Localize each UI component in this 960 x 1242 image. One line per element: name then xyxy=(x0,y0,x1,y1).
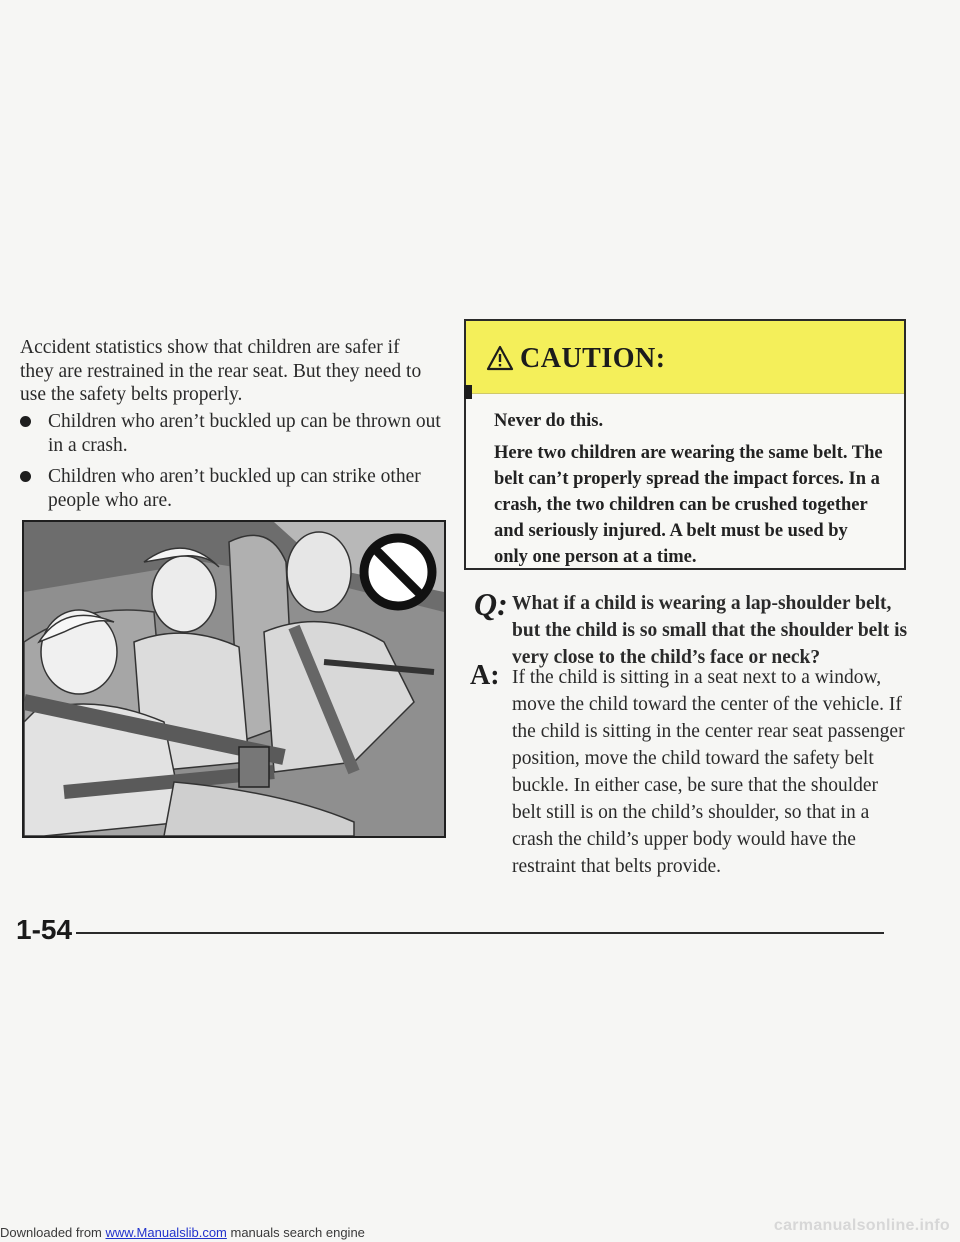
bullet-dot-icon xyxy=(20,416,31,427)
page-number: 1-54 xyxy=(16,914,73,945)
footer-rule xyxy=(76,932,884,934)
site-watermark: carmanualsonline.info xyxy=(773,1217,950,1234)
question-text: What if a child is wearing a lap-shoulder belt, but the child is so small that the shoulder belt is very close to the child’s face or neck? xyxy=(512,593,908,668)
banner-suffix: manuals search engine xyxy=(226,1225,365,1240)
caution-body xyxy=(466,394,904,570)
bullet-dot-icon xyxy=(20,471,31,482)
warning-triangle-icon xyxy=(486,345,514,371)
download-banner xyxy=(0,1225,365,1240)
two-children-one-belt-illustration xyxy=(22,520,446,838)
caution-marker xyxy=(464,385,472,399)
intro-paragraph: Accident statistics show that children are safer if they are restrained in the rear seat. But they need to use the safety belts properly. xyxy=(20,337,422,405)
manualslib-link[interactable]: www.Manualslib.com xyxy=(105,1225,227,1240)
caution-text: Here two children are wearing the same belt. The belt can’t properly spread the impact forces. In a crash, the two children can be crushed together and seriously injured. A belt must be used by only one person at a time. xyxy=(494,443,883,567)
caution-lead: Never do this. xyxy=(494,411,604,431)
question-marker: Q: xyxy=(474,586,508,622)
no-symbol-icon xyxy=(358,532,438,612)
caution-header xyxy=(466,321,904,394)
banner-prefix: Downloaded from xyxy=(0,1225,106,1240)
answer-marker: A: xyxy=(470,660,500,691)
answer-text: If the child is sitting in a seat next to a window, move the child toward the center of the vehicle. If the child is sitting in the center rear seat passenger position, move the child toward the safety belt buckle. In either case, be sure that the shoulder belt still is on the child’s shoulder, so that in a crash the child’s upper body would have the restraint that belts provide. xyxy=(512,667,905,877)
bullet-list xyxy=(20,410,450,520)
bullet-text: Children who aren’t buckled up can be thrown out in a crash. xyxy=(48,411,441,456)
bullet-text: Children who aren’t buckled up can strike other people who are. xyxy=(48,466,421,511)
list-item xyxy=(20,410,450,457)
caution-title: CAUTION: xyxy=(520,343,666,374)
list-item xyxy=(20,465,450,512)
caution-box xyxy=(464,319,906,570)
